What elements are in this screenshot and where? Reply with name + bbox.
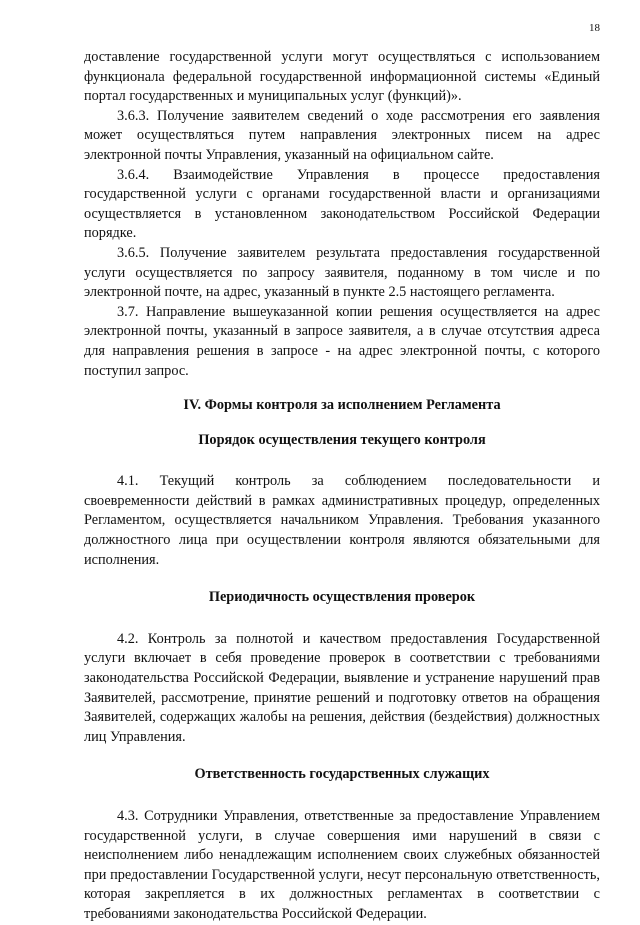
paragraph-3-6-4: 3.6.4. Взаимодействие Управления в процессе предоставления государственной услуги с органами государственной власти и организациями осуществляется в установленном законодательством Российской Федерации порядке. bbox=[84, 166, 600, 242]
subheading-current-control: Порядок осуществления текущего контроля bbox=[198, 431, 486, 448]
page-number: 18 bbox=[589, 22, 600, 34]
paragraph-3-7: 3.7. Направление вышеуказанной копии решения осуществляется на адрес электронной почты, указанный в запросе заявителя, а в случае отсутствия адреса для направления решения в запросе - на адрес электронной почты, с которого поступил запрос. bbox=[84, 303, 600, 379]
paragraph-4-2: 4.2. Контроль за полнотой и качеством предоставления Государственной услуги включает в себя проведение проверок в соответствии с требованиями законодательства Российской Федерации, выявление и устранение нарушений прав Заявителей, рассмотрение, принятие решений и подготовку ответов на обращения Заявителей, содержащих жалобы на решения, действия (бездействия) должностных лиц Управления. bbox=[84, 630, 600, 745]
paragraph-3-6-3: 3.6.3. Получение заявителем сведений о ходе рассмотрения его заявления может осуществляться путем направления электронных писем на адрес электронной почты Управления, указанный на официальном сайте. bbox=[84, 107, 600, 163]
paragraph-4-1: 4.1. Текущий контроль за соблюдением последовательности и своевременности действий в рамках административных процедур, определенных Регламентом, осуществляется начальником Управления. Требования указанного должностного лица при осуществлении контроля являются обязательными для исполнения. bbox=[84, 473, 600, 568]
paragraph-4-3: 4.3. Сотрудники Управления, ответственные за предоставление Управлением государственной услуги, в случае совершения ими нарушений в связи с неисполнением либо ненадлежащим исполнением своих служебных обязанностей при предоставлении Государственной услуги, несут персональную ответственность, которая закрепляется в их должностных регламентах в соответствии с требованиями законодательства Российской Федерации. bbox=[84, 808, 600, 922]
paragraph-continuation: доставление государственной услуги могут осуществляться с использованием функционала федеральной государственной информационной системы «Единый портал государственных и муниципальных услуг (функций)». bbox=[84, 49, 600, 105]
paragraph-3-6-5: 3.6.5. Получение заявителем результата предоставления государственной услуги осуществляется по запросу заявителя, поданному в том числе и по электронной почте, на адрес, указанный в пункте 2.5 настоящего регламента. bbox=[84, 244, 600, 301]
subheading-responsibility: Ответственность государственных служащих bbox=[194, 766, 490, 783]
section-heading-iv: IV. Формы контроля за исполнением Регламента bbox=[183, 397, 501, 414]
subheading-periodicity: Периодичность осуществления проверок bbox=[208, 589, 476, 606]
document-body bbox=[84, 48, 600, 925]
